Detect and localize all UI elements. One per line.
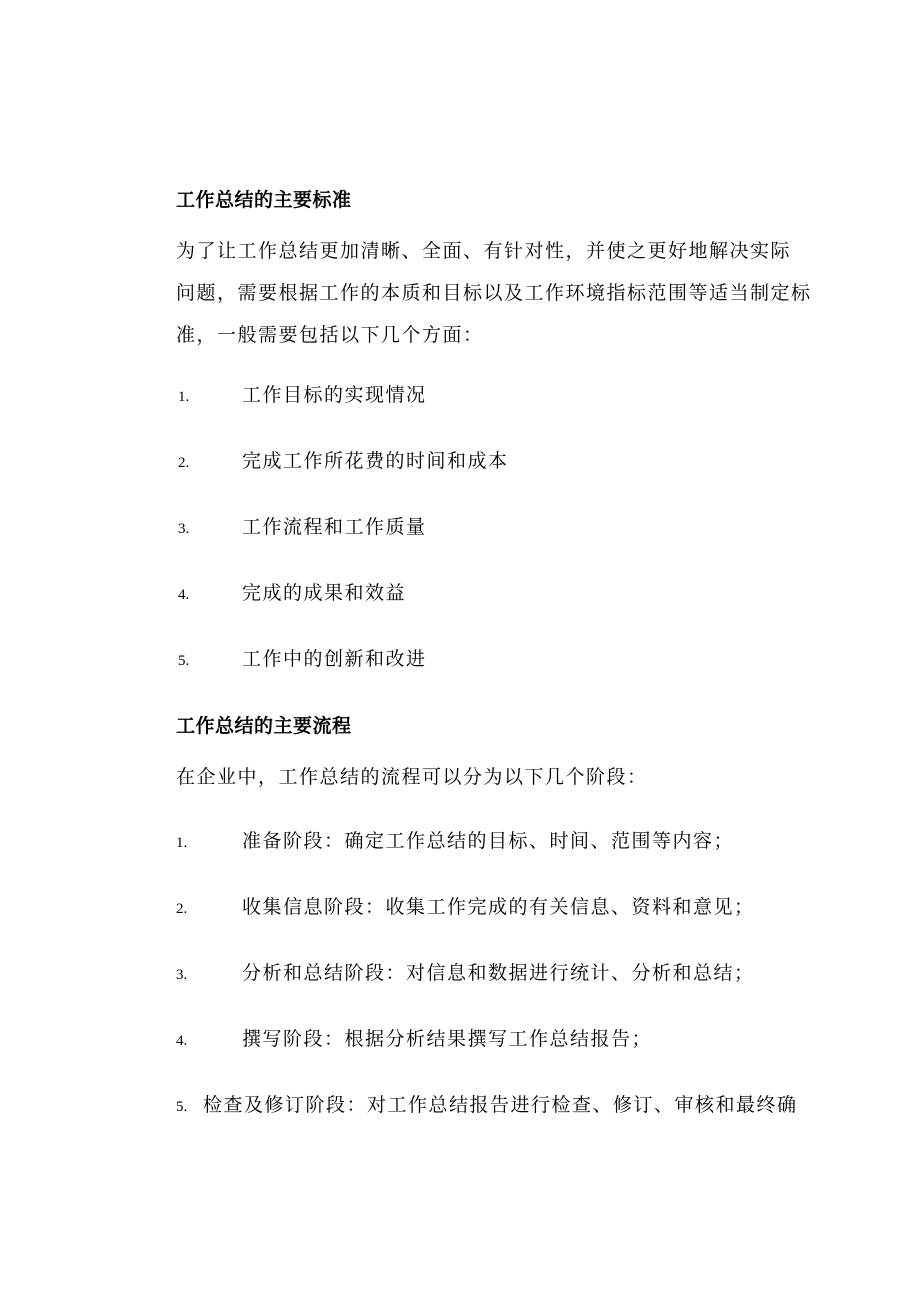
list-item-number: 5. xyxy=(178,653,190,669)
list-item-text: 检查及修订阶段：对工作总结报告进行检查、修订、审核和最终确 xyxy=(203,1094,798,1116)
list-item-text: 工作流程和工作质量 xyxy=(242,516,427,538)
list-item-number: 1. xyxy=(178,389,190,405)
list-item-number: 2. xyxy=(176,901,188,917)
section1-intro-line-1: 为了让工作总结更加清晰、全面、有针对性，并使之更好地解决实际 xyxy=(176,240,792,262)
list-item-number: 3. xyxy=(176,967,188,983)
list-item-text: 撰写阶段：根据分析结果撰写工作总结报告； xyxy=(242,1028,653,1050)
list-item-text: 分析和总结阶段：对信息和数据进行统计、分析和总结； xyxy=(242,962,755,984)
list-item-text: 完成工作所花费的时间和成本 xyxy=(242,450,509,472)
list-item-text: 准备阶段：确定工作总结的目标、时间、范围等内容； xyxy=(242,830,735,852)
list-item-number: 4. xyxy=(178,587,190,603)
list-item-number: 5. xyxy=(176,1099,188,1115)
list-item-number: 3. xyxy=(178,521,190,537)
list-item-number: 2. xyxy=(178,455,190,471)
section1-heading: 工作总结的主要标准 xyxy=(176,189,352,211)
list-item-text: 工作中的创新和改进 xyxy=(242,648,427,670)
list-item-text: 完成的成果和效益 xyxy=(242,582,407,604)
list-item-text: 收集信息阶段：收集工作完成的有关信息、资料和意见； xyxy=(242,896,755,918)
list-item-number: 4. xyxy=(176,1033,188,1049)
list-item-number: 1. xyxy=(176,835,188,851)
section2-intro: 在企业中，工作总结的流程可以分为以下几个阶段： xyxy=(176,766,648,788)
section1-intro-line-2: 问题，需要根据工作的本质和目标以及工作环境指标范围等适当制定标 xyxy=(176,282,812,304)
section1-intro-line-3: 准，一般需要包括以下几个方面： xyxy=(176,324,484,346)
section2-heading: 工作总结的主要流程 xyxy=(176,715,352,737)
list-item-text: 工作目标的实现情况 xyxy=(242,384,427,406)
